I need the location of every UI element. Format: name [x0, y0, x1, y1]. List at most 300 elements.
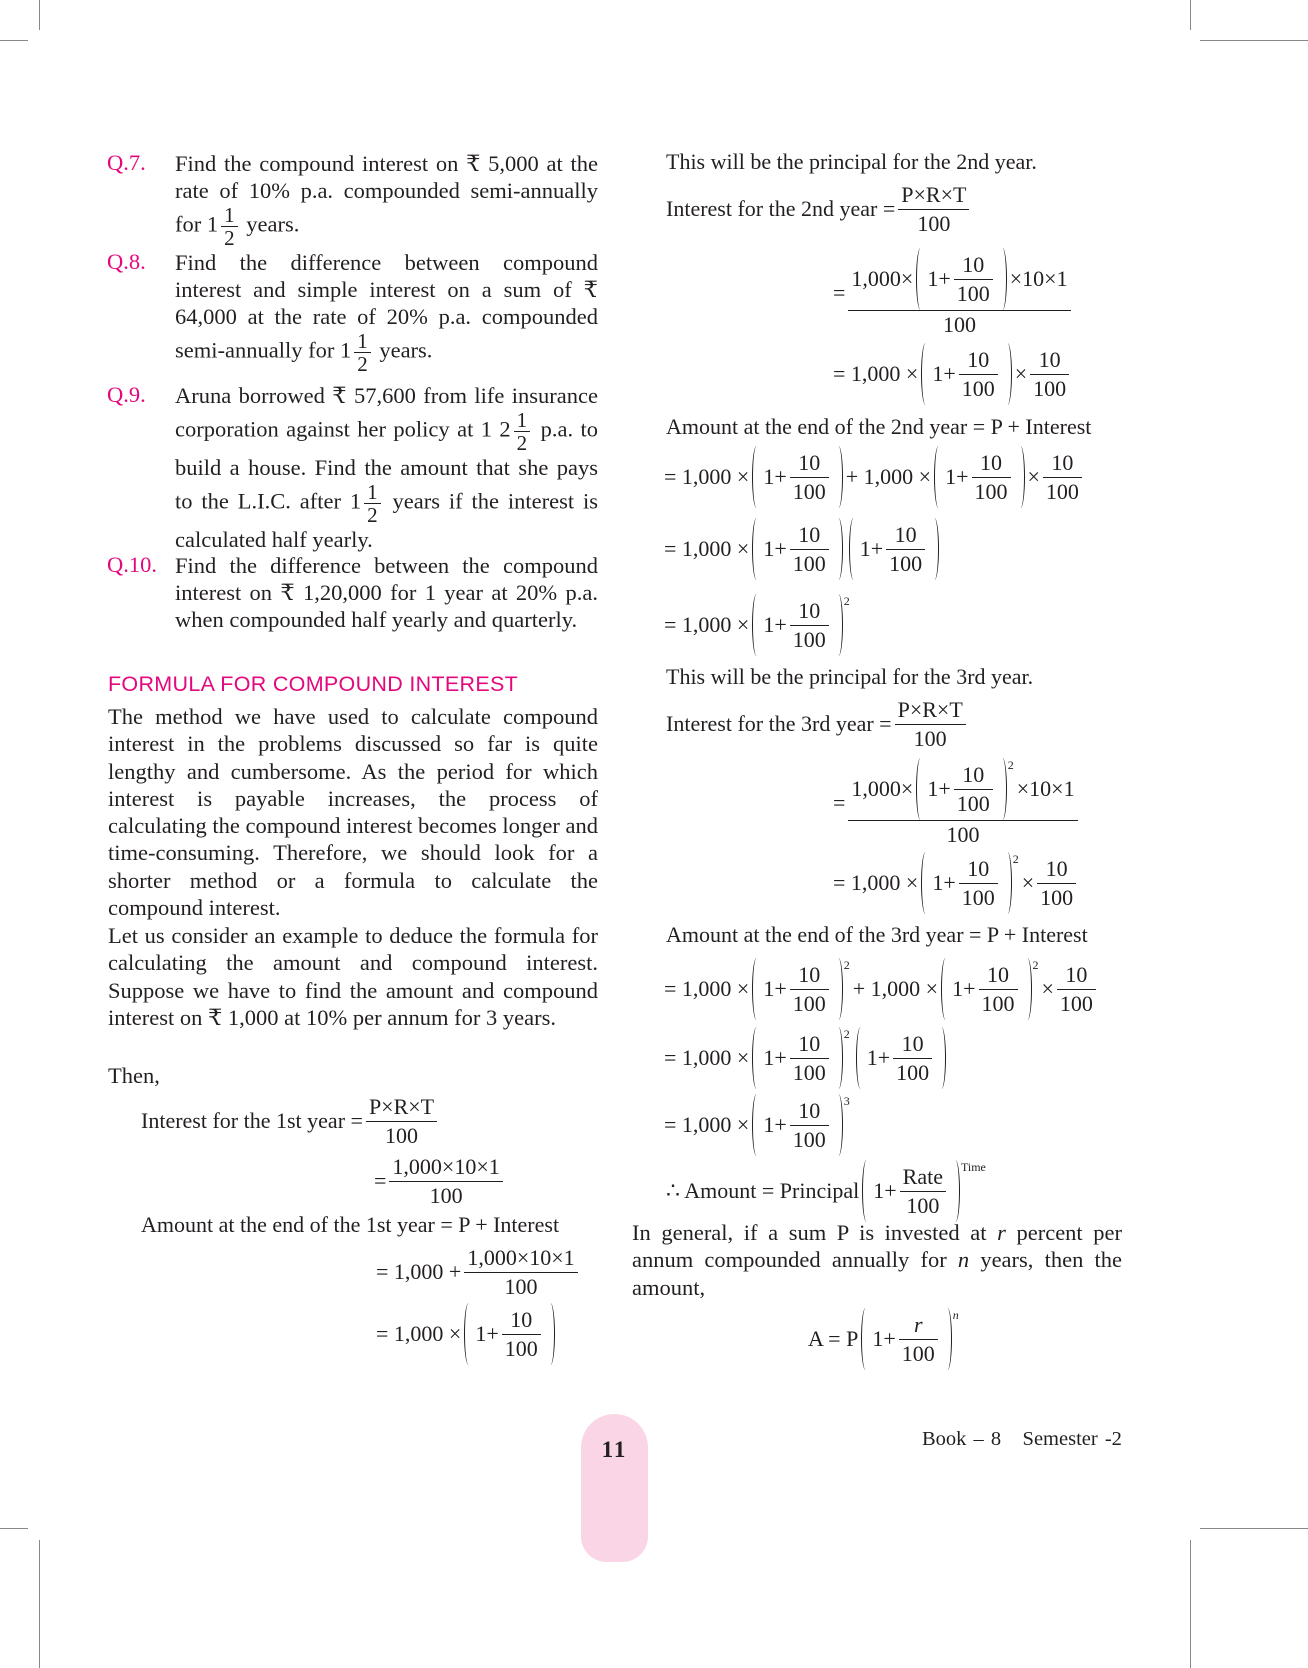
- math-text: 2: [1012, 852, 1019, 866]
- paren-content: [761, 518, 833, 580]
- paragraph: [632, 1219, 1122, 1301]
- denominator: [790, 550, 829, 578]
- numerator: [221, 204, 238, 227]
- math-text: 1+: [475, 1321, 499, 1346]
- math-text: Time: [960, 1160, 986, 1174]
- denominator: [221, 227, 238, 249]
- math-text: 100: [1059, 990, 1093, 1016]
- math-text: Find the difference between compound interest and simple interest on a sum of ₹ 64,000 at the rate of 20% p.a. compounded semi-annually for 1: [175, 250, 598, 363]
- denominator: [1037, 884, 1076, 912]
- numerator: [790, 1030, 829, 1059]
- exponent: [953, 1308, 959, 1323]
- math-text: 100: [1045, 478, 1079, 504]
- math-text: = 1,000 ×: [833, 870, 919, 895]
- math-text: =: [833, 280, 846, 306]
- denominator: [954, 280, 993, 308]
- math-text: 100: [981, 990, 1015, 1016]
- left-parenthesis: [752, 446, 761, 508]
- math-text: 100: [956, 790, 990, 816]
- math-line: [833, 852, 1079, 914]
- math-text: 1: [367, 480, 378, 505]
- parenthesized-expression: [856, 1027, 946, 1089]
- math-text: Aruna borrowed ₹ 57,600 from life insurance corporation against her policy at 1 2: [175, 383, 598, 442]
- math-text: 100: [943, 312, 976, 337]
- denominator: [790, 626, 829, 654]
- math-line: [376, 1303, 558, 1365]
- math-text: 100: [792, 990, 826, 1016]
- fraction: [790, 449, 829, 505]
- crop-mark: [0, 40, 28, 41]
- numerator: [366, 1093, 437, 1122]
- math-text: 100: [961, 375, 995, 401]
- math-text: 100: [385, 1122, 419, 1148]
- left-parenthesis: [916, 248, 925, 310]
- math-text: 100: [906, 1192, 940, 1218]
- right-parenthesis: [930, 518, 939, 580]
- numerator: [354, 330, 371, 353]
- parenthesized-expression: [916, 248, 1006, 310]
- paren-content: [761, 594, 833, 656]
- left-parenthesis: [941, 958, 950, 1020]
- math-line: [664, 446, 1085, 508]
- math-text: 2: [516, 431, 528, 456]
- fraction: [790, 1097, 829, 1153]
- exponent: [1033, 958, 1039, 973]
- section-heading: FORMULA FOR COMPOUND INTEREST: [108, 672, 519, 696]
- paren-content: [925, 248, 997, 310]
- fraction: [1030, 346, 1069, 402]
- math-text: = 1,000 ×: [376, 1321, 462, 1346]
- fraction: [502, 1306, 541, 1362]
- parenthesized-expression: [752, 1027, 849, 1089]
- math-text: 1+: [872, 1326, 896, 1351]
- math-text: 100: [792, 1126, 826, 1152]
- right-parenthesis: [998, 758, 1007, 820]
- question-text: [175, 249, 598, 375]
- fraction: [389, 1153, 502, 1209]
- numerator: [1037, 855, 1076, 884]
- fraction: [464, 1244, 577, 1300]
- math-text: P×R×T: [368, 1094, 435, 1119]
- math-text: 100: [504, 1273, 538, 1299]
- fraction: [848, 248, 1070, 339]
- crop-mark: [1200, 1528, 1308, 1529]
- paren-content: [761, 958, 833, 1020]
- page-number: 11: [601, 1437, 628, 1462]
- math-text: 100: [889, 550, 923, 576]
- math-text: 10: [798, 1098, 821, 1123]
- paragraph: Then,: [108, 1063, 160, 1088]
- math-text: ×: [1041, 976, 1054, 1001]
- question-label: Q.7.: [107, 150, 146, 175]
- fraction: [354, 330, 371, 375]
- math-text: ×: [1027, 464, 1040, 489]
- math-text: P×R×T: [901, 182, 967, 207]
- left-parenthesis: [752, 518, 761, 580]
- math-text: = 1,000 ×: [664, 976, 750, 1001]
- denominator: [959, 375, 998, 403]
- parenthesized-expression: [849, 518, 939, 580]
- math-text: + 1,000 ×: [845, 464, 932, 489]
- denominator: [979, 990, 1018, 1018]
- right-parenthesis: [943, 1308, 952, 1370]
- right-parenthesis: [834, 446, 843, 508]
- math-text: 2: [224, 226, 235, 251]
- fraction: [366, 1093, 437, 1149]
- math-text: This will be the principal for the 3rd year.: [666, 664, 1034, 689]
- math-text: 10: [894, 522, 917, 547]
- numerator: [502, 1306, 541, 1335]
- fraction: [895, 696, 966, 752]
- right-parenthesis: [937, 1027, 946, 1089]
- left-parenthesis: [849, 518, 858, 580]
- denominator: [501, 1273, 540, 1301]
- math-text: 1+: [763, 536, 787, 561]
- math-text: 10: [901, 1031, 924, 1056]
- paragraph: Let us consider an example to deduce the formula for calculating the amount and compound interest. Suppose we have to find the amount and compound interest on ₹ 1,000 at 10% per annum for 3 years.: [108, 923, 598, 1030]
- math-text: 100: [1033, 375, 1067, 401]
- fraction: [514, 409, 531, 454]
- exponent: [844, 1027, 850, 1042]
- numerator: [954, 761, 993, 790]
- math-text: = 1,000 +: [376, 1259, 462, 1284]
- question-label: Q.8.: [107, 249, 146, 274]
- math-line: [666, 922, 1088, 948]
- math-line: [833, 758, 1081, 849]
- exponent: [844, 594, 850, 609]
- denominator: [893, 1059, 932, 1087]
- denominator: [790, 990, 829, 1018]
- numerator: [895, 696, 966, 725]
- math-variable: n: [957, 1247, 970, 1273]
- math-text: 10: [798, 962, 821, 987]
- fraction: [900, 1163, 946, 1219]
- math-text: 1+: [859, 536, 884, 561]
- fraction: [364, 481, 381, 526]
- math-text: 1+: [927, 266, 951, 292]
- denominator: [1057, 990, 1096, 1018]
- math-text: Find the difference between the compound interest on ₹ 1,20,000 for 1 year at 20% p.a. when compounded half yearly and quarterly.: [175, 553, 598, 632]
- math-text: 2: [1032, 958, 1039, 972]
- math-line: [374, 1153, 506, 1209]
- math-text: 100: [504, 1335, 538, 1361]
- parenthesized-expression: [916, 758, 1013, 820]
- math-text: Interest for the 2nd year =: [666, 196, 896, 221]
- left-parenthesis: [752, 1027, 761, 1089]
- math-text: 1+: [866, 1045, 891, 1070]
- denominator: [899, 1340, 938, 1368]
- parenthesized-expression: [861, 1308, 958, 1370]
- denominator: [502, 1335, 541, 1363]
- math-line: [664, 518, 942, 580]
- denominator: [944, 821, 983, 849]
- math-text: 2: [843, 594, 850, 608]
- math-text: 10: [1038, 347, 1061, 372]
- paren-content: [858, 518, 930, 580]
- numerator: [959, 855, 998, 884]
- paren-content: [950, 958, 1022, 1020]
- left-parenthesis: [464, 1303, 473, 1365]
- numerator: [979, 961, 1018, 990]
- math-line: [666, 149, 1037, 175]
- math-text: 1+: [927, 776, 951, 802]
- math-text: = 1,000 ×: [664, 1112, 750, 1137]
- math-text: ∴ Amount = Principal: [666, 1178, 860, 1203]
- numerator: [848, 758, 1077, 821]
- math-text: This will be the principal for the 2nd year.: [666, 149, 1037, 174]
- math-text: 3: [843, 1094, 850, 1108]
- fraction: [959, 855, 998, 911]
- math-text: 100: [961, 884, 995, 910]
- numerator: [514, 409, 531, 432]
- math-text: Interest for the 1st year =: [141, 1108, 363, 1133]
- math-text: = 1,000 ×: [664, 464, 750, 489]
- left-parenthesis: [862, 1160, 871, 1222]
- fraction: [1037, 855, 1076, 911]
- math-text: ×: [1014, 361, 1028, 386]
- math-text: 10: [510, 1307, 533, 1332]
- numerator: [790, 521, 829, 550]
- math-line: [376, 1244, 581, 1300]
- math-text: 100: [901, 1340, 935, 1366]
- right-parenthesis: [1003, 343, 1012, 405]
- math-text: 100: [917, 210, 951, 236]
- math-text: 1,000×10×1: [392, 1154, 500, 1179]
- math-text: 100: [792, 550, 826, 576]
- fraction: [893, 1030, 932, 1086]
- math-text: 1,000×: [851, 776, 914, 802]
- numerator: [886, 521, 925, 550]
- math-text: ×: [1021, 870, 1035, 895]
- paren-content: [761, 1094, 833, 1156]
- left-parenthesis: [921, 852, 930, 914]
- numerator: [790, 1097, 829, 1126]
- math-text: years if the interest is calculated half yearly.: [175, 488, 598, 553]
- fraction: [790, 1030, 829, 1086]
- denominator: [790, 478, 829, 506]
- left-parenthesis: [934, 446, 943, 508]
- paren-content: [473, 1303, 545, 1365]
- math-line: [666, 1160, 989, 1222]
- right-parenthesis: [546, 1303, 555, 1365]
- right-parenthesis: [834, 958, 843, 1020]
- denominator: [514, 432, 531, 454]
- fraction: [790, 597, 829, 653]
- paren-content: [930, 852, 1002, 914]
- math-text: Find the compound interest on ₹ 5,000 at the rate of 10% p.a. compounded semi-annually for 1: [175, 151, 598, 237]
- math-text: 1+: [952, 976, 976, 1001]
- math-line: [141, 1212, 559, 1238]
- math-line: [833, 343, 1072, 405]
- math-text: = 1,000 ×: [664, 612, 750, 637]
- math-text: =: [833, 790, 846, 816]
- exponent: [844, 1094, 850, 1109]
- math-text: 10: [980, 450, 1002, 475]
- fraction: [898, 181, 969, 237]
- right-parenthesis: [834, 1027, 843, 1089]
- math-text: A = P: [808, 1326, 859, 1351]
- fraction: [221, 204, 238, 249]
- math-text: =: [374, 1168, 387, 1193]
- math-line: [664, 1027, 949, 1089]
- math-text: Amount at the end of the 1st year = P + Interest: [141, 1212, 560, 1237]
- math-text: = 1,000 ×: [833, 361, 919, 386]
- paragraph: The method we have used to calculate compound interest in the problems discussed so far is quite lengthy and cumbersome. As the period for which interest is payable increases, the process of calculating the compound interest becomes longer and time-consuming. Therefore, we should look for a shorter method or a formula to calculate the compound interest.: [108, 704, 598, 921]
- numerator: [893, 1030, 932, 1059]
- numerator: [972, 449, 1011, 478]
- parenthesized-expression: [934, 446, 1024, 508]
- crop-mark: [39, 0, 40, 30]
- fraction: [972, 449, 1011, 505]
- math-text: = 1,000 ×: [664, 536, 750, 561]
- math-text: 2: [843, 958, 850, 972]
- crop-mark: [39, 1540, 40, 1668]
- paren-content: [761, 1027, 833, 1089]
- math-text: In general, if a sum P is invested at: [632, 1220, 998, 1245]
- denominator: [972, 478, 1011, 506]
- math-text: 100: [429, 1182, 463, 1208]
- numerator: [364, 481, 381, 504]
- formula-line: [808, 1308, 962, 1370]
- question-text: [175, 382, 598, 553]
- math-text: p.a. to build a house. Find the amount that she pays to the L.I.C. after 1: [175, 416, 598, 514]
- math-text: 100: [974, 478, 1008, 504]
- fraction: [886, 521, 925, 577]
- math-text: 10: [962, 252, 985, 277]
- denominator: [1030, 375, 1069, 403]
- denominator: [914, 210, 953, 238]
- right-parenthesis: [834, 594, 843, 656]
- numerator: [848, 248, 1070, 311]
- question-label: Q.9.: [107, 382, 146, 407]
- denominator: [940, 311, 979, 339]
- math-text: 100: [792, 626, 826, 652]
- math-variable: r: [997, 1220, 1006, 1245]
- fraction: [979, 961, 1018, 1017]
- book-semester-label: Book – 8 Semester -2: [922, 1428, 1122, 1450]
- denominator: [382, 1122, 421, 1150]
- math-line: [666, 181, 972, 237]
- math-text: 2: [367, 503, 378, 528]
- fraction: [790, 521, 829, 577]
- math-text: 10: [1065, 962, 1088, 987]
- parenthesized-expression: [752, 1094, 849, 1156]
- parenthesized-expression: [752, 518, 842, 580]
- right-parenthesis: [834, 1094, 843, 1156]
- math-line: [666, 414, 1091, 440]
- math-line: [141, 1093, 440, 1149]
- math-variable: n: [952, 1308, 959, 1322]
- math-text: 10: [798, 598, 821, 623]
- math-line: [666, 664, 1033, 690]
- math-text: percent per annum compounded annually for: [632, 1220, 1123, 1273]
- right-parenthesis: [1003, 852, 1012, 914]
- left-parenthesis: [916, 758, 925, 820]
- paren-content: [865, 1027, 937, 1089]
- fraction: [1057, 961, 1096, 1017]
- math-text: 10: [987, 962, 1009, 987]
- numerator: [790, 961, 829, 990]
- numerator: [790, 597, 829, 626]
- math-text: Amount at the end of the 3rd year = P + Interest: [666, 922, 1088, 947]
- left-parenthesis: [752, 594, 761, 656]
- left-parenthesis: [921, 343, 930, 405]
- crop-mark: [1200, 40, 1308, 41]
- math-text: 100: [792, 1059, 826, 1085]
- denominator: [959, 884, 998, 912]
- fraction: [899, 1311, 938, 1367]
- denominator: [886, 550, 925, 578]
- math-text: = 1,000 ×: [664, 1045, 750, 1070]
- math-text: 1: [357, 329, 368, 353]
- parenthesized-expression: [921, 852, 1018, 914]
- math-text: Rate: [902, 1164, 943, 1189]
- parenthesized-expression: [752, 594, 849, 656]
- crop-mark: [0, 1528, 28, 1529]
- parenthesized-expression: [752, 446, 842, 508]
- exponent: [1008, 758, 1014, 773]
- paren-content: [930, 343, 1002, 405]
- paren-content: [925, 758, 997, 820]
- denominator: [427, 1182, 466, 1210]
- paren-content: [871, 1160, 951, 1222]
- math-text: 10: [1045, 856, 1068, 881]
- fraction: [954, 761, 993, 817]
- math-text: 1+: [763, 1045, 787, 1070]
- exponent: [844, 958, 850, 973]
- math-text: 1+: [873, 1178, 897, 1203]
- math-text: years.: [240, 211, 300, 237]
- paren-content: [943, 446, 1015, 508]
- math-text: 10: [798, 1031, 821, 1056]
- denominator: [790, 1126, 829, 1154]
- math-text: 1: [224, 203, 235, 227]
- math-text: P×R×T: [897, 697, 963, 722]
- fraction: [959, 346, 998, 402]
- math-text: 1: [516, 408, 528, 432]
- math-text: 2: [357, 352, 368, 377]
- math-text: 100: [792, 478, 826, 504]
- denominator: [903, 1192, 942, 1220]
- math-text: 1,000×10×1: [467, 1245, 575, 1270]
- left-parenthesis: [861, 1308, 870, 1370]
- math-line: [833, 248, 1074, 339]
- crop-mark: [1190, 1540, 1191, 1668]
- math-line: [666, 696, 969, 752]
- math-text: 1+: [763, 612, 787, 637]
- numerator: [1057, 961, 1096, 990]
- numerator: [790, 449, 829, 478]
- right-parenthesis: [998, 248, 1007, 310]
- math-text: Amount at the end of the 2nd year = P + Interest: [666, 414, 1092, 439]
- numerator: [900, 1163, 946, 1192]
- numerator: [1030, 346, 1069, 375]
- math-text: years, then the amount,: [632, 1247, 1122, 1300]
- math-text: Interest for the 3rd year =: [666, 711, 892, 736]
- exponent: [1013, 852, 1019, 867]
- parenthesized-expression: [752, 958, 849, 1020]
- fraction: [954, 251, 993, 307]
- math-line: [664, 958, 1099, 1020]
- left-parenthesis: [752, 1094, 761, 1156]
- math-text: 10: [798, 522, 821, 547]
- math-text: 10: [798, 450, 821, 475]
- numerator: [959, 346, 998, 375]
- math-text: 100: [896, 1059, 930, 1085]
- math-text: 1,000×: [851, 266, 914, 292]
- math-text: + 1,000 ×: [852, 976, 939, 1001]
- numerator: [899, 1311, 938, 1340]
